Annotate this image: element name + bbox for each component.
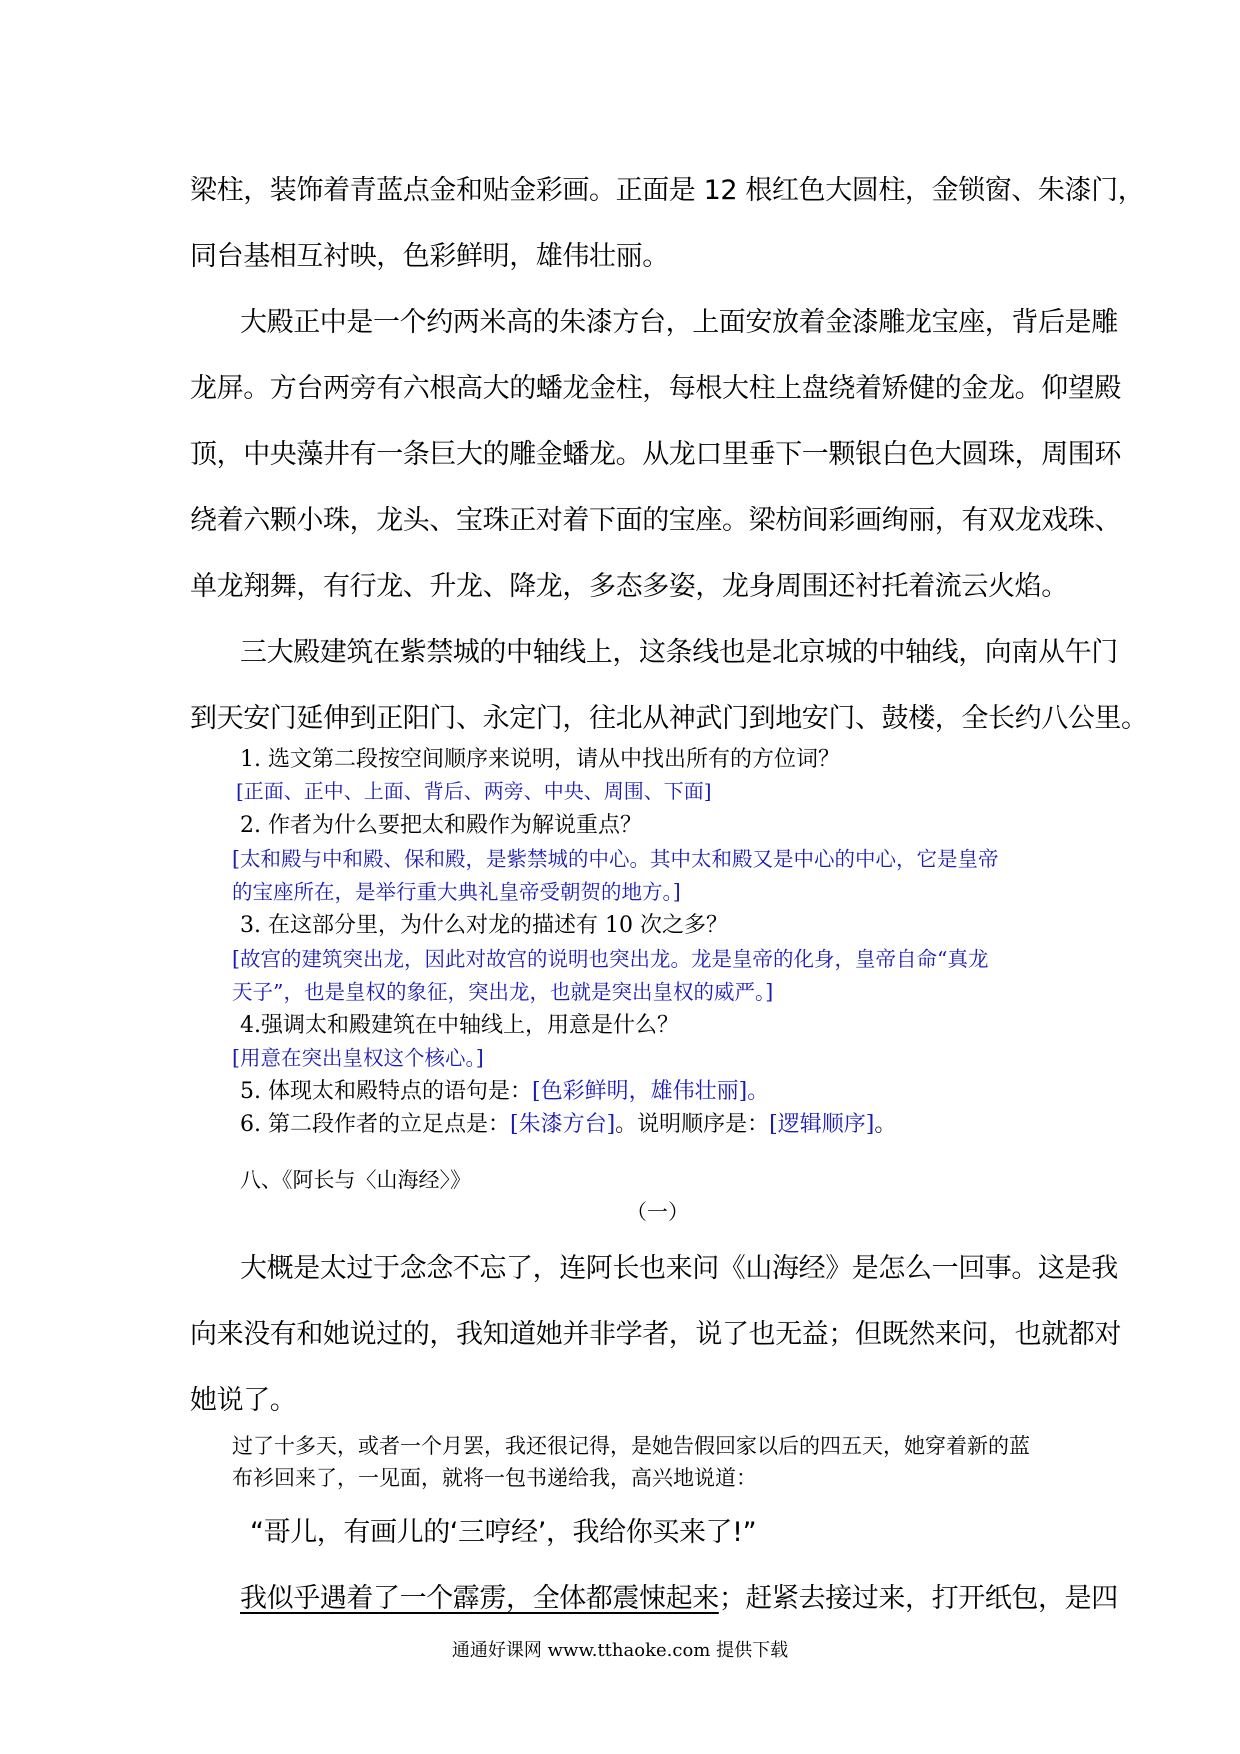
passage1-line-6: 绕着六颗小珠，龙头、宝珠正对着下面的宝座。梁枋间彩画绚丽，有双龙戏珠、 bbox=[190, 505, 1121, 536]
answer-2-line-1: [太和殿与中和殿、保和殿，是紫禁城的中心。其中太和殿又是中心的中心，它是皇帝 bbox=[232, 847, 999, 871]
passage2-line-4: 过了十多天，或者一个月罢，我还很记得，是她告假回家以后的四五天，她穿着新的蓝 bbox=[232, 1434, 1030, 1458]
question-5 bbox=[240, 1074, 769, 1105]
last-line-rest: ；赶紧去接过来，打开纸包，是四 bbox=[718, 1583, 1118, 1614]
answer-2-line-2: 的宝座所在，是举行重大典礼皇帝受朝贺的地方。] bbox=[232, 880, 681, 904]
question-6 bbox=[240, 1107, 896, 1138]
passage1-line-9: 到天安门延伸到正阳门、永定门，往北从神武门到地安门、鼓楼，全长约八公里。 bbox=[190, 703, 1148, 734]
answer-3-line-1: [故宫的建筑突出龙，因此对故宫的说明也突出龙。龙是皇帝的化身，皇帝自命“真龙 bbox=[232, 947, 989, 971]
question-4: 4.强调太和殿建筑在中轴线上，用意是什么？ bbox=[240, 1013, 679, 1038]
passage2-line-1: 大概是太过于念念不忘了，连阿长也来问《山海经》是怎么一回事。这是我 bbox=[240, 1253, 1118, 1284]
passage2-last-line bbox=[240, 1576, 1118, 1615]
question-1: 1. 选文第二段按空间顺序来说明，请从中找出所有的方位词？ bbox=[240, 747, 840, 772]
question-6-end: 。 bbox=[874, 1112, 897, 1137]
passage1-line-1: 梁柱，装饰着青蓝点金和贴金彩画。正面是 12 根红色大圆柱，金锁窗、朱漆门， bbox=[190, 175, 1145, 206]
passage2-line-2: 向来没有和她说过的，我知道她并非学者，说了也无益；但既然来问，也就都对 bbox=[190, 1319, 1121, 1350]
passage2-line-3: 她说了。 bbox=[190, 1385, 297, 1416]
answer-6-2: [逻辑顺序] bbox=[769, 1112, 875, 1137]
passage2-line-5: 布衫回来了，一见面，就将一包书递给我，高兴地说道： bbox=[232, 1466, 757, 1490]
passage1-line-4: 龙屏。方台两旁有六根高大的蟠龙金柱，每根大柱上盘绕着矫健的金龙。仰望殿 bbox=[190, 373, 1121, 404]
section-heading: 八、《阿长与〈山海经〉》 bbox=[240, 1168, 471, 1192]
passage1-line-5: 顶，中央藻井有一条巨大的雕金蟠龙。从龙口里垂下一颗银白色大圆珠，周围环 bbox=[190, 439, 1121, 470]
question-5-text: 5. 体现太和殿特点的语句是： bbox=[240, 1079, 532, 1104]
question-3: 3. 在这部分里，为什么对龙的描述有 10 次之多？ bbox=[240, 913, 728, 938]
page-footer: 通通好课网 www.tthaoke.com 提供下载 bbox=[451, 1640, 789, 1661]
answer-6-1: [朱漆方台] bbox=[509, 1112, 616, 1137]
passage1-line-3: 大殿正中是一个约两米高的朱漆方台，上面安放着金漆雕龙宝座，背后是雕 bbox=[240, 307, 1118, 338]
answer-3-line-2: 天子”，也是皇权的象征，突出龙，也就是突出皇权的威严。] bbox=[232, 980, 774, 1004]
quote-line: “哥儿，有画儿的‘三哼经’，我给你买来了!” bbox=[250, 1517, 757, 1548]
passage1-line-8: 三大殿建筑在紫禁城的中轴线上，这条线也是北京城的中轴线，向南从午门 bbox=[240, 637, 1118, 668]
answer-5: [色彩鲜明，雄伟壮丽]。 bbox=[531, 1079, 770, 1104]
answer-1: [正面、正中、上面、背后、两旁、中央、周围、下面] bbox=[236, 779, 712, 803]
question-6-text-2: 。说明顺序是： bbox=[615, 1112, 770, 1137]
question-6-text-1: 6. 第二段作者的立足点是： bbox=[240, 1112, 510, 1137]
passage1-line-2: 同台基相互衬映，色彩鲜明，雄伟壮丽。 bbox=[190, 241, 669, 272]
underlined-phrase: 我似乎遇着了一个霹雳，全体都震悚起来 bbox=[240, 1583, 719, 1614]
passage1-line-7: 单龙翔舞，有行龙、升龙、降龙，多态多姿，龙身周围还衬托着流云火焰。 bbox=[190, 571, 1068, 602]
answer-4: [用意在突出皇权这个核心。] bbox=[232, 1046, 484, 1070]
question-2: 2. 作者为什么要把太和殿作为解说重点？ bbox=[240, 813, 642, 838]
section-subheading: （一） bbox=[626, 1200, 689, 1224]
